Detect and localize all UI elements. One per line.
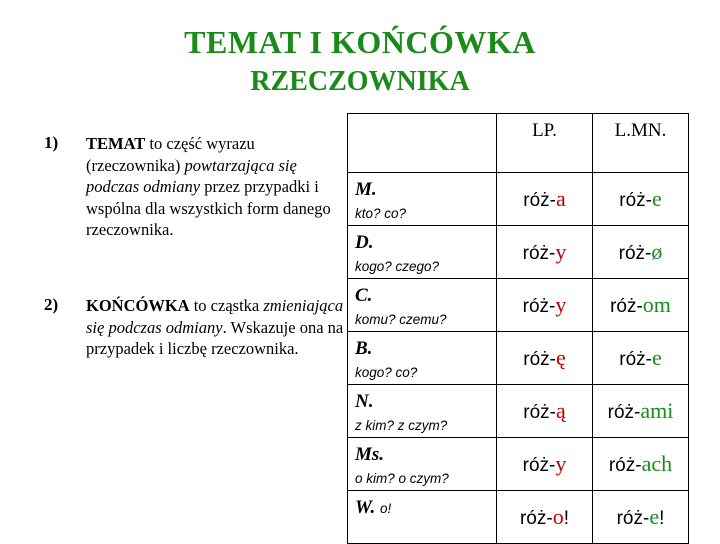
case-question: kogo? co?: [355, 365, 418, 380]
point-2-number: 2): [44, 295, 59, 314]
stem: róż-: [608, 455, 642, 476]
point-1-text-a: to część wyrazu (rzeczownika): [86, 134, 255, 175]
singular-form: [497, 173, 593, 226]
header-plural: L.MN.: [593, 114, 689, 173]
stem: róż-: [523, 402, 556, 423]
case-question: kto? co?: [355, 206, 407, 221]
ending: ach: [641, 451, 673, 476]
exclamation-mark: !: [563, 508, 569, 529]
stem: róż-: [522, 455, 556, 476]
ending: e: [649, 504, 660, 529]
case-cell: [348, 173, 497, 226]
singular-form: [497, 279, 593, 332]
case-name: C.: [355, 285, 373, 306]
case-question: o kim? o czym?: [355, 471, 449, 486]
case-cell: [348, 438, 497, 491]
ending: om: [642, 292, 671, 317]
ending: ø: [651, 239, 663, 264]
plural-form: [593, 385, 689, 438]
singular-form: [497, 385, 593, 438]
stem: róż-: [607, 402, 641, 423]
ending: ę: [555, 345, 566, 370]
point-1-text-b: przez przypadki i wspólna dla wszystkich form danego rzeczownika.: [86, 177, 331, 239]
plural-form: [593, 332, 689, 385]
stem: róż-: [522, 243, 556, 264]
stem: róż-: [522, 296, 556, 317]
ending: y: [555, 239, 567, 264]
point-2-text-a: to cząstka: [189, 296, 264, 315]
point-1-term: TEMAT: [86, 134, 146, 153]
point-1-number: 1): [44, 133, 59, 152]
plural-form: [593, 438, 689, 491]
ending: ami: [640, 398, 674, 423]
stem: róż-: [610, 296, 643, 317]
case-name: Ms.: [355, 444, 385, 465]
case-name: B.: [355, 338, 373, 359]
stem: róż-: [619, 190, 652, 211]
plural-form: [593, 173, 689, 226]
ending: ą: [555, 398, 566, 423]
case-question: kogo? czego?: [355, 259, 440, 274]
point-2-text: [86, 295, 348, 360]
case-name: M.: [355, 179, 377, 200]
case-cell: [348, 226, 497, 279]
case-question: komu? czemu?: [355, 312, 447, 327]
case-name: N.: [355, 391, 374, 412]
ending: e: [651, 186, 662, 211]
case-question: o!: [379, 501, 392, 516]
table-row: [348, 438, 689, 491]
header-singular: LP.: [497, 114, 593, 173]
table-row: [348, 385, 689, 438]
point-1-text: [86, 133, 348, 241]
singular-form: [497, 438, 593, 491]
case-cell: [348, 332, 497, 385]
stem: róż-: [519, 508, 553, 529]
table-row: [348, 173, 689, 226]
table-row: [348, 332, 689, 385]
case-cell: [348, 491, 497, 544]
case-name-text: W.: [355, 497, 376, 518]
title-line-2: RZECZOWNIKA: [250, 66, 470, 97]
table-row: [348, 226, 689, 279]
plural-form: [593, 491, 689, 544]
stem: róż-: [616, 508, 650, 529]
declension-table: [347, 113, 689, 544]
ending: o: [552, 504, 564, 529]
stem: róż-: [618, 243, 652, 264]
case-name: [355, 497, 391, 519]
singular-form: [497, 332, 593, 385]
ending: y: [555, 292, 567, 317]
point-2-text-b: . Wskazuje ona na przypadek i liczbę rzeczownika.: [86, 317, 344, 358]
stem: róż-: [523, 190, 556, 211]
singular-form: [497, 491, 593, 544]
plural-form: [593, 226, 689, 279]
table-row: [348, 491, 689, 544]
exclamation-mark: !: [659, 508, 665, 529]
point-2-italic: zmieniająca się podczas odmiany: [86, 296, 344, 337]
case-name: D.: [355, 232, 374, 253]
point-2-term: KOŃCÓWKA: [86, 296, 190, 315]
stem: róż-: [523, 349, 556, 370]
table-header-row: [348, 114, 689, 173]
singular-form: [497, 226, 593, 279]
table-row: [348, 279, 689, 332]
point-1-italic: powtarzająca się podczas odmiany: [86, 155, 297, 196]
ending: y: [555, 451, 567, 476]
title-line-1: TEMAT I KOŃCÓWKA: [184, 24, 536, 60]
plural-form: [593, 279, 689, 332]
stem: róż-: [619, 349, 652, 370]
case-cell: [348, 279, 497, 332]
header-empty-cell: [348, 114, 497, 173]
ending: a: [555, 186, 566, 211]
ending: e: [651, 345, 662, 370]
case-cell: [348, 385, 497, 438]
case-question: z kim? z czym?: [355, 418, 448, 433]
